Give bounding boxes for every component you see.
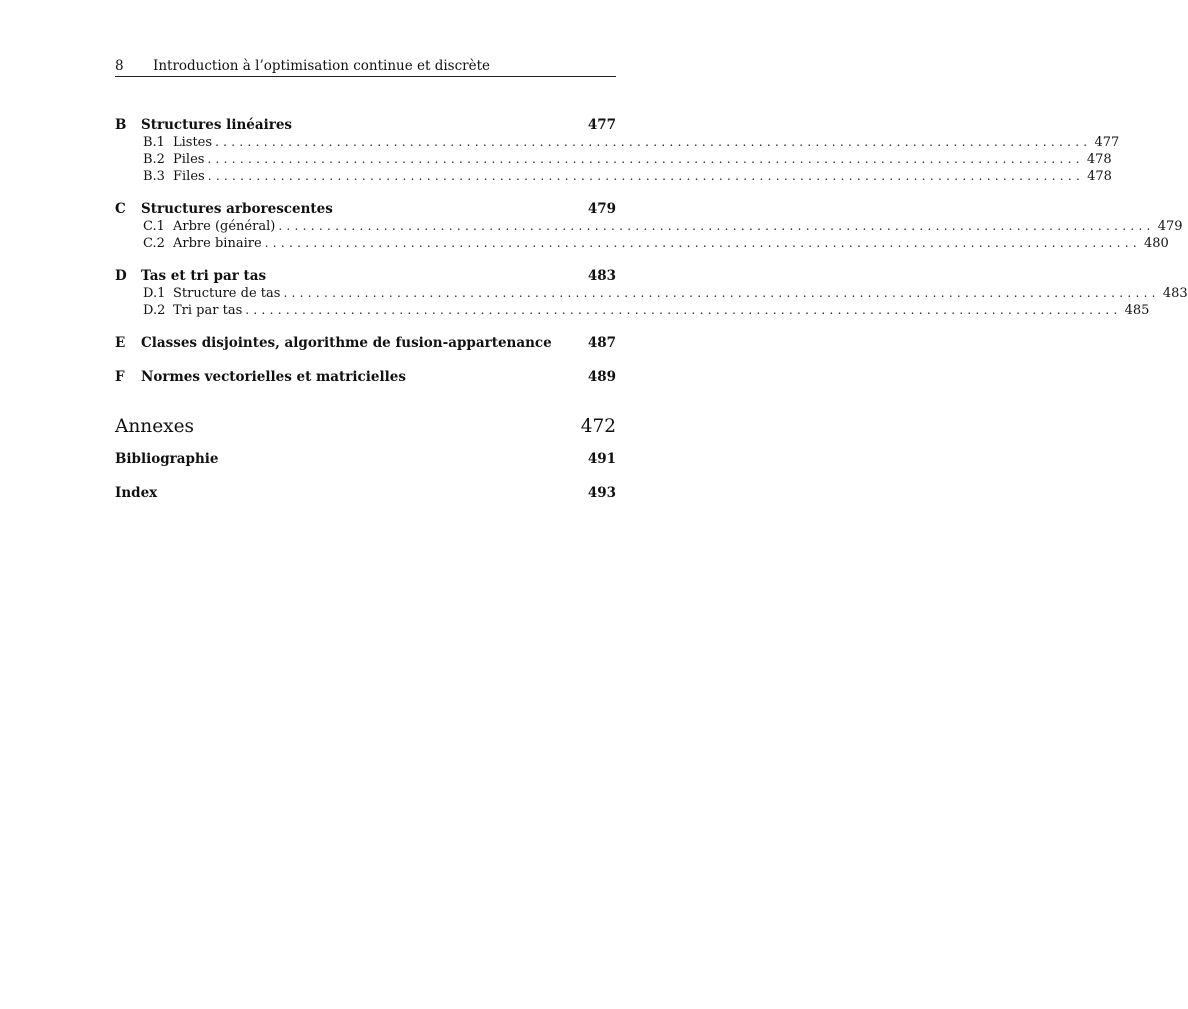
toc-chapter-e[interactable]	[115, 334, 616, 352]
toc-index[interactable]	[115, 484, 616, 502]
chapter-letter: E	[115, 335, 126, 351]
section-title: Structure de tas	[173, 286, 281, 301]
toc-bibliography[interactable]	[115, 450, 616, 468]
chapter-page: 483	[587, 268, 616, 284]
toc-chapter-c[interactable]	[115, 200, 616, 218]
section-title: Listes	[173, 135, 213, 150]
toc-section[interactable]	[115, 235, 1169, 252]
toc-chapter-b[interactable]	[115, 116, 616, 134]
section-page: 480	[1144, 236, 1169, 251]
running-header	[115, 57, 616, 77]
annexes-page: 472	[580, 416, 616, 437]
document-page	[115, 0, 1188, 1009]
chapter-title: Structures linéaires	[141, 117, 293, 133]
section-page: 485	[1124, 303, 1150, 318]
toc-section[interactable]	[115, 151, 1112, 168]
chapter-page: 479	[587, 201, 616, 217]
section-title: Tri par tas	[173, 303, 243, 318]
dot-leader: ............................................................................................................	[245, 303, 1122, 317]
section-number: B.2	[143, 152, 165, 167]
chapter-title: Structures arborescentes	[141, 201, 333, 217]
section-page: 483	[1162, 286, 1188, 301]
dot-leader: ............................................................................................................	[264, 236, 1142, 250]
section-number: B.1	[143, 135, 165, 150]
section-number: D.1	[143, 286, 166, 301]
section-title: Files	[173, 169, 205, 184]
chapter-title: Normes vectorielles et matricielles	[141, 369, 406, 385]
toc-chapter-d[interactable]	[115, 267, 616, 285]
chapter-title: Tas et tri par tas	[141, 268, 267, 284]
section-number: B.3	[143, 169, 165, 184]
chapter-title: Classes disjointes, algorithme de fusion-appartenance	[141, 335, 552, 351]
toc-section[interactable]	[115, 302, 1150, 319]
section-page: 479	[1157, 219, 1183, 234]
dot-leader: ............................................................................................................	[278, 219, 1155, 233]
index-title: Index	[115, 485, 158, 501]
toc-section[interactable]	[115, 168, 1112, 185]
toc-section[interactable]	[115, 134, 1120, 151]
toc-chapter-f[interactable]	[115, 368, 616, 386]
running-title: Introduction à l’optimisation continue et discrète	[153, 58, 491, 74]
section-number: D.2	[143, 303, 166, 318]
page-number: 8	[115, 58, 124, 74]
chapter-letter: B	[115, 117, 127, 133]
toc-annexes[interactable]	[115, 416, 616, 438]
chapter-letter: F	[115, 369, 125, 385]
toc-section[interactable]	[115, 218, 1183, 235]
dot-leader: ............................................................................................................	[283, 286, 1160, 300]
section-number: C.2	[143, 236, 165, 251]
dot-leader: ............................................................................................................	[215, 135, 1092, 149]
annexes-title: Annexes	[115, 416, 195, 437]
chapter-page: 487	[587, 335, 616, 351]
section-page: 478	[1087, 169, 1112, 184]
dot-leader: ............................................................................................................	[207, 169, 1085, 183]
section-title: Arbre (général)	[173, 219, 276, 234]
dot-leader: ............................................................................................................	[207, 152, 1084, 166]
index-page: 493	[587, 485, 616, 501]
section-number: C.1	[143, 219, 165, 234]
chapter-letter: C	[115, 201, 126, 217]
table-of-contents	[115, 116, 1188, 502]
section-page: 478	[1086, 152, 1112, 167]
chapter-page: 489	[587, 369, 616, 385]
chapter-letter: D	[115, 268, 127, 284]
section-title: Arbre binaire	[173, 236, 262, 251]
chapter-page: 477	[587, 117, 616, 133]
section-page: 477	[1094, 135, 1120, 150]
toc-section[interactable]	[115, 285, 1188, 302]
bibliography-title: Bibliographie	[115, 451, 219, 467]
section-title: Piles	[173, 152, 205, 167]
bibliography-page: 491	[587, 451, 616, 467]
